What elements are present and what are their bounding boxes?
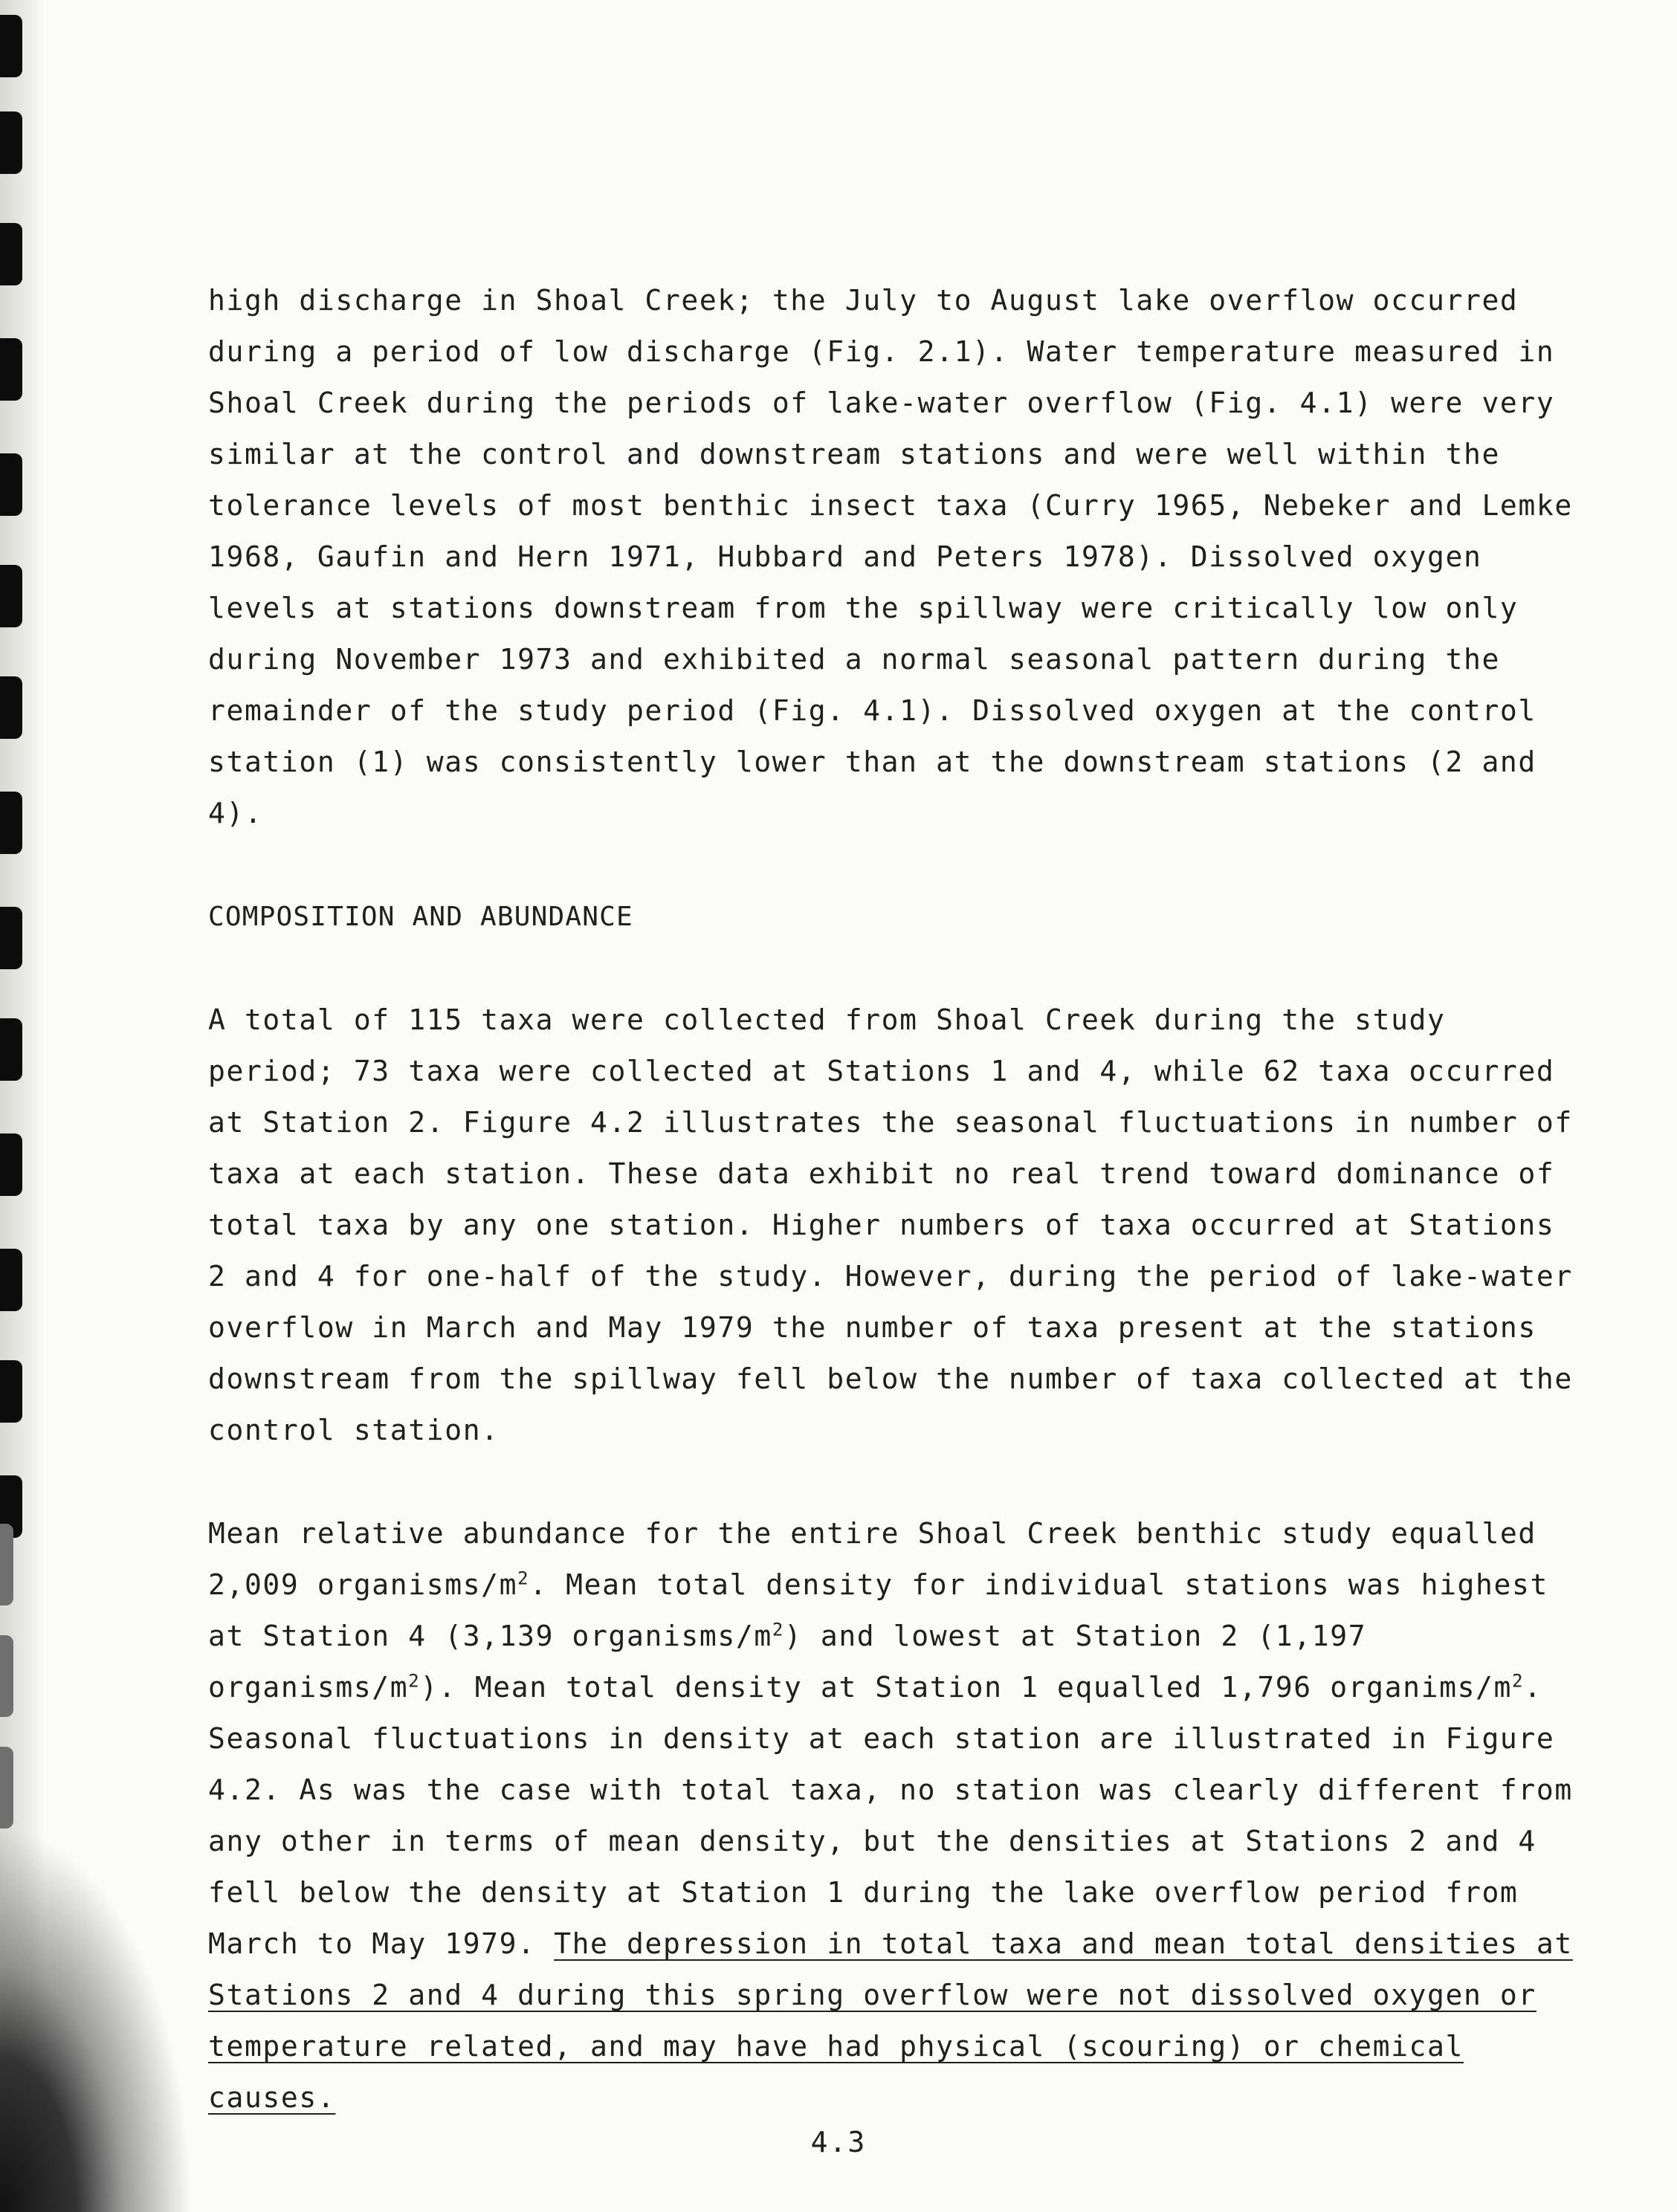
- punch-hole: [0, 1249, 22, 1311]
- section-heading: COMPOSITION AND ABUNDANCE: [208, 902, 633, 932]
- page-number: 4.3: [810, 2126, 867, 2158]
- punch-hole: [0, 1747, 13, 1828]
- punch-hole: [0, 1360, 22, 1423]
- abundance-text: ) and lowest at Station 2 (1,197 organisms/m: [208, 1620, 1367, 1704]
- punch-hole: [0, 223, 22, 285]
- exponent: 2: [772, 1619, 784, 1640]
- abundance-text: ). Mean total density at Station 1 equalled 1,796 organims/m: [420, 1671, 1513, 1704]
- page-body: [208, 275, 1583, 2176]
- punch-hole: [0, 676, 22, 739]
- abundance-text: . Seasonal fluctuations in density at each station are illustrated in Figure 4.2. As was the case with total taxa, no station was clearly different from any other in terms of mean density, but the densities at Stations 2 and 4 fell below the density at Station 1 during the lake overflow period from March to May 1979.: [208, 1671, 1573, 1960]
- exponent: 2: [408, 1670, 421, 1692]
- abundance-text: . Mean total density for individual stations was highest at Station 4 (3,139 organisms/m: [208, 1568, 1548, 1652]
- punch-hole: [0, 453, 22, 516]
- paragraph-taxa: A total of 115 taxa were collected from Shoal Creek during the study period; 73 taxa were collected at Stations 1 and 4, while 62 taxa occurred at Station 2. Figure 4.2 illustrates the seasonal fluctuations in number of taxa at each station. These data exhibit no real trend toward dominance of total taxa by any one station. Higher numbers of taxa occurred at Stations 2 and 4 for one-half of the study. However, during the period of lake-water overflow in March and May 1979 the number of taxa present at the stations downstream from the spillway fell below the number of taxa collected at the control station.: [208, 1003, 1573, 1446]
- underlined-conclusion: The depression in total taxa and mean total densities at Stations 2 and 4 during this spring overflow were not dissolved oxygen or temperature related, and may have had physical (scouring) or chemical causes.: [208, 1927, 1573, 2114]
- punch-hole: [0, 1524, 13, 1605]
- paragraph-abundance: [208, 1508, 1583, 2124]
- paragraph-discharge-temperature: high discharge in Shoal Creek; the July to August lake overflow occurred during a period of low discharge (Fig. 2.1). Water temperature measured in Shoal Creek during the periods of lake-water overflow (Fig. 4.1) were very similar at the control and downstream stations and were well within the tolerance levels of most benthic insect taxa (Curry 1965, Nebeker and Lemke 1968, Gaufin and Hern 1971, Hubbard and Peters 1978). Dissolved oxygen levels at stations downstream from the spillway were critically low only during November 1973 and exhibited a normal seasonal pattern during the remainder of the study period (Fig. 4.1). Dissolved oxygen at the control station (1) was consistently lower than at the downstream stations (2 and 4).: [208, 284, 1573, 830]
- punch-hole: [0, 1134, 22, 1196]
- punch-hole: [0, 1018, 22, 1081]
- punch-hole: [0, 15, 22, 77]
- punch-hole: [0, 565, 22, 627]
- exponent: 2: [1512, 1670, 1525, 1692]
- punch-hole: [0, 907, 22, 969]
- punch-hole: [0, 111, 22, 174]
- exponent: 2: [517, 1568, 530, 1589]
- abundance-text: Mean relative abundance for the entire Shoal Creek benthic study equalled 2,009 organisms/m: [208, 1517, 1537, 1601]
- punch-hole: [0, 1635, 13, 1717]
- punch-hole: [0, 792, 22, 854]
- punch-hole: [0, 338, 22, 401]
